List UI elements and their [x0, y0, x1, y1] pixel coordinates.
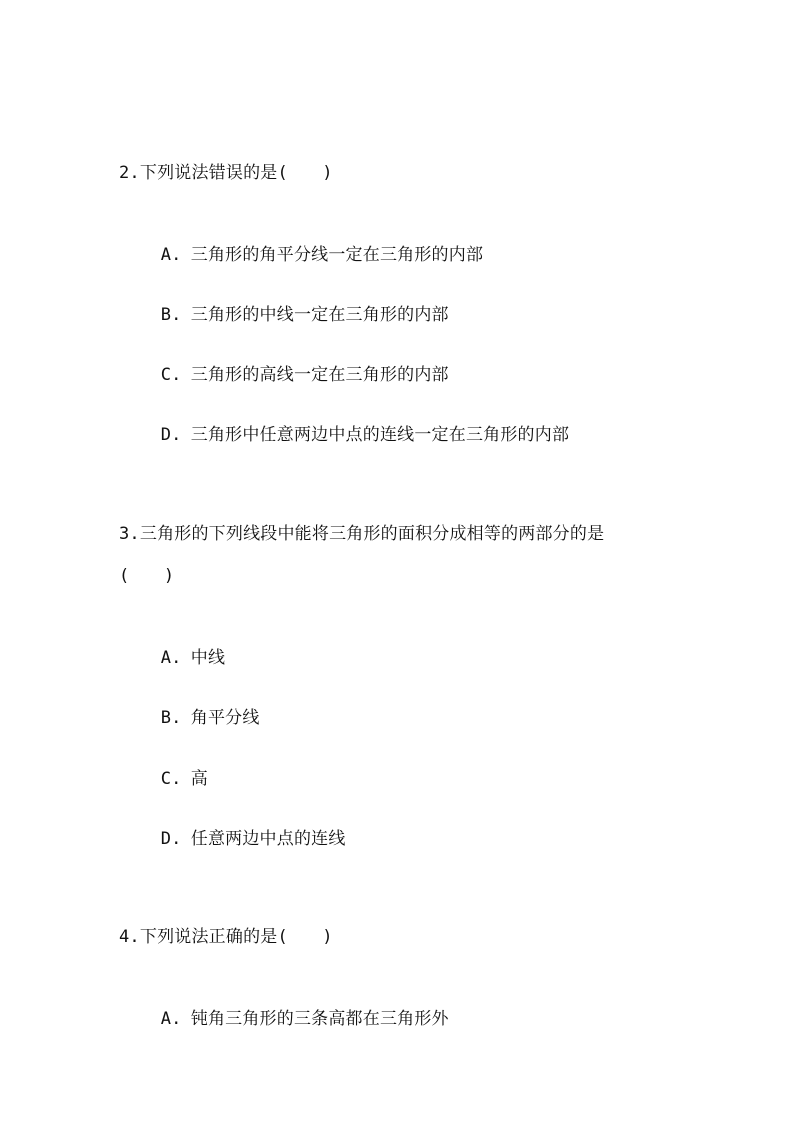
- question-2-option-b: [119, 282, 449, 348]
- question-2-option-a: [119, 222, 483, 288]
- option-letter: C.: [160, 769, 182, 789]
- option-letter: A.: [160, 648, 182, 668]
- question-2-stem: 2.下列说法错误的是( ): [119, 163, 333, 183]
- option-text: 高: [190, 769, 208, 789]
- option-text: 钝角三角形的三条高都在三角形外: [190, 1009, 449, 1029]
- option-letter: B.: [160, 708, 182, 728]
- option-text: 中线: [190, 648, 226, 668]
- option-letter: B.: [160, 305, 182, 325]
- option-text: 三角形的角平分线一定在三角形的内部: [190, 245, 484, 265]
- question-3-stem: 3.三角形的下列线段中能将三角形的面积分成相等的两部分的是: [119, 524, 605, 544]
- question-3-option-c: [119, 746, 208, 812]
- question-4-stem: 4.下列说法正确的是( ): [119, 927, 333, 947]
- option-text: 角平分线: [190, 708, 260, 728]
- question-3-option-a: [119, 625, 225, 691]
- question-4-option-a: [119, 986, 449, 1052]
- question-3-option-d: [119, 806, 346, 872]
- option-letter: D.: [160, 829, 182, 849]
- question-2-option-c: [119, 342, 449, 408]
- option-letter: A.: [160, 1009, 182, 1029]
- option-text: 三角形的高线一定在三角形的内部: [190, 365, 449, 385]
- option-letter: C.: [160, 365, 182, 385]
- option-text: 任意两边中点的连线: [190, 829, 346, 849]
- question-3-option-b: [119, 685, 260, 751]
- question-2-option-d: [119, 402, 569, 468]
- option-letter: A.: [160, 245, 182, 265]
- option-text: 三角形中任意两边中点的连线一定在三角形的内部: [190, 425, 570, 445]
- option-letter: D.: [160, 425, 182, 445]
- option-text: 三角形的中线一定在三角形的内部: [190, 305, 449, 325]
- question-3-stem-continuation: ( ): [119, 566, 175, 586]
